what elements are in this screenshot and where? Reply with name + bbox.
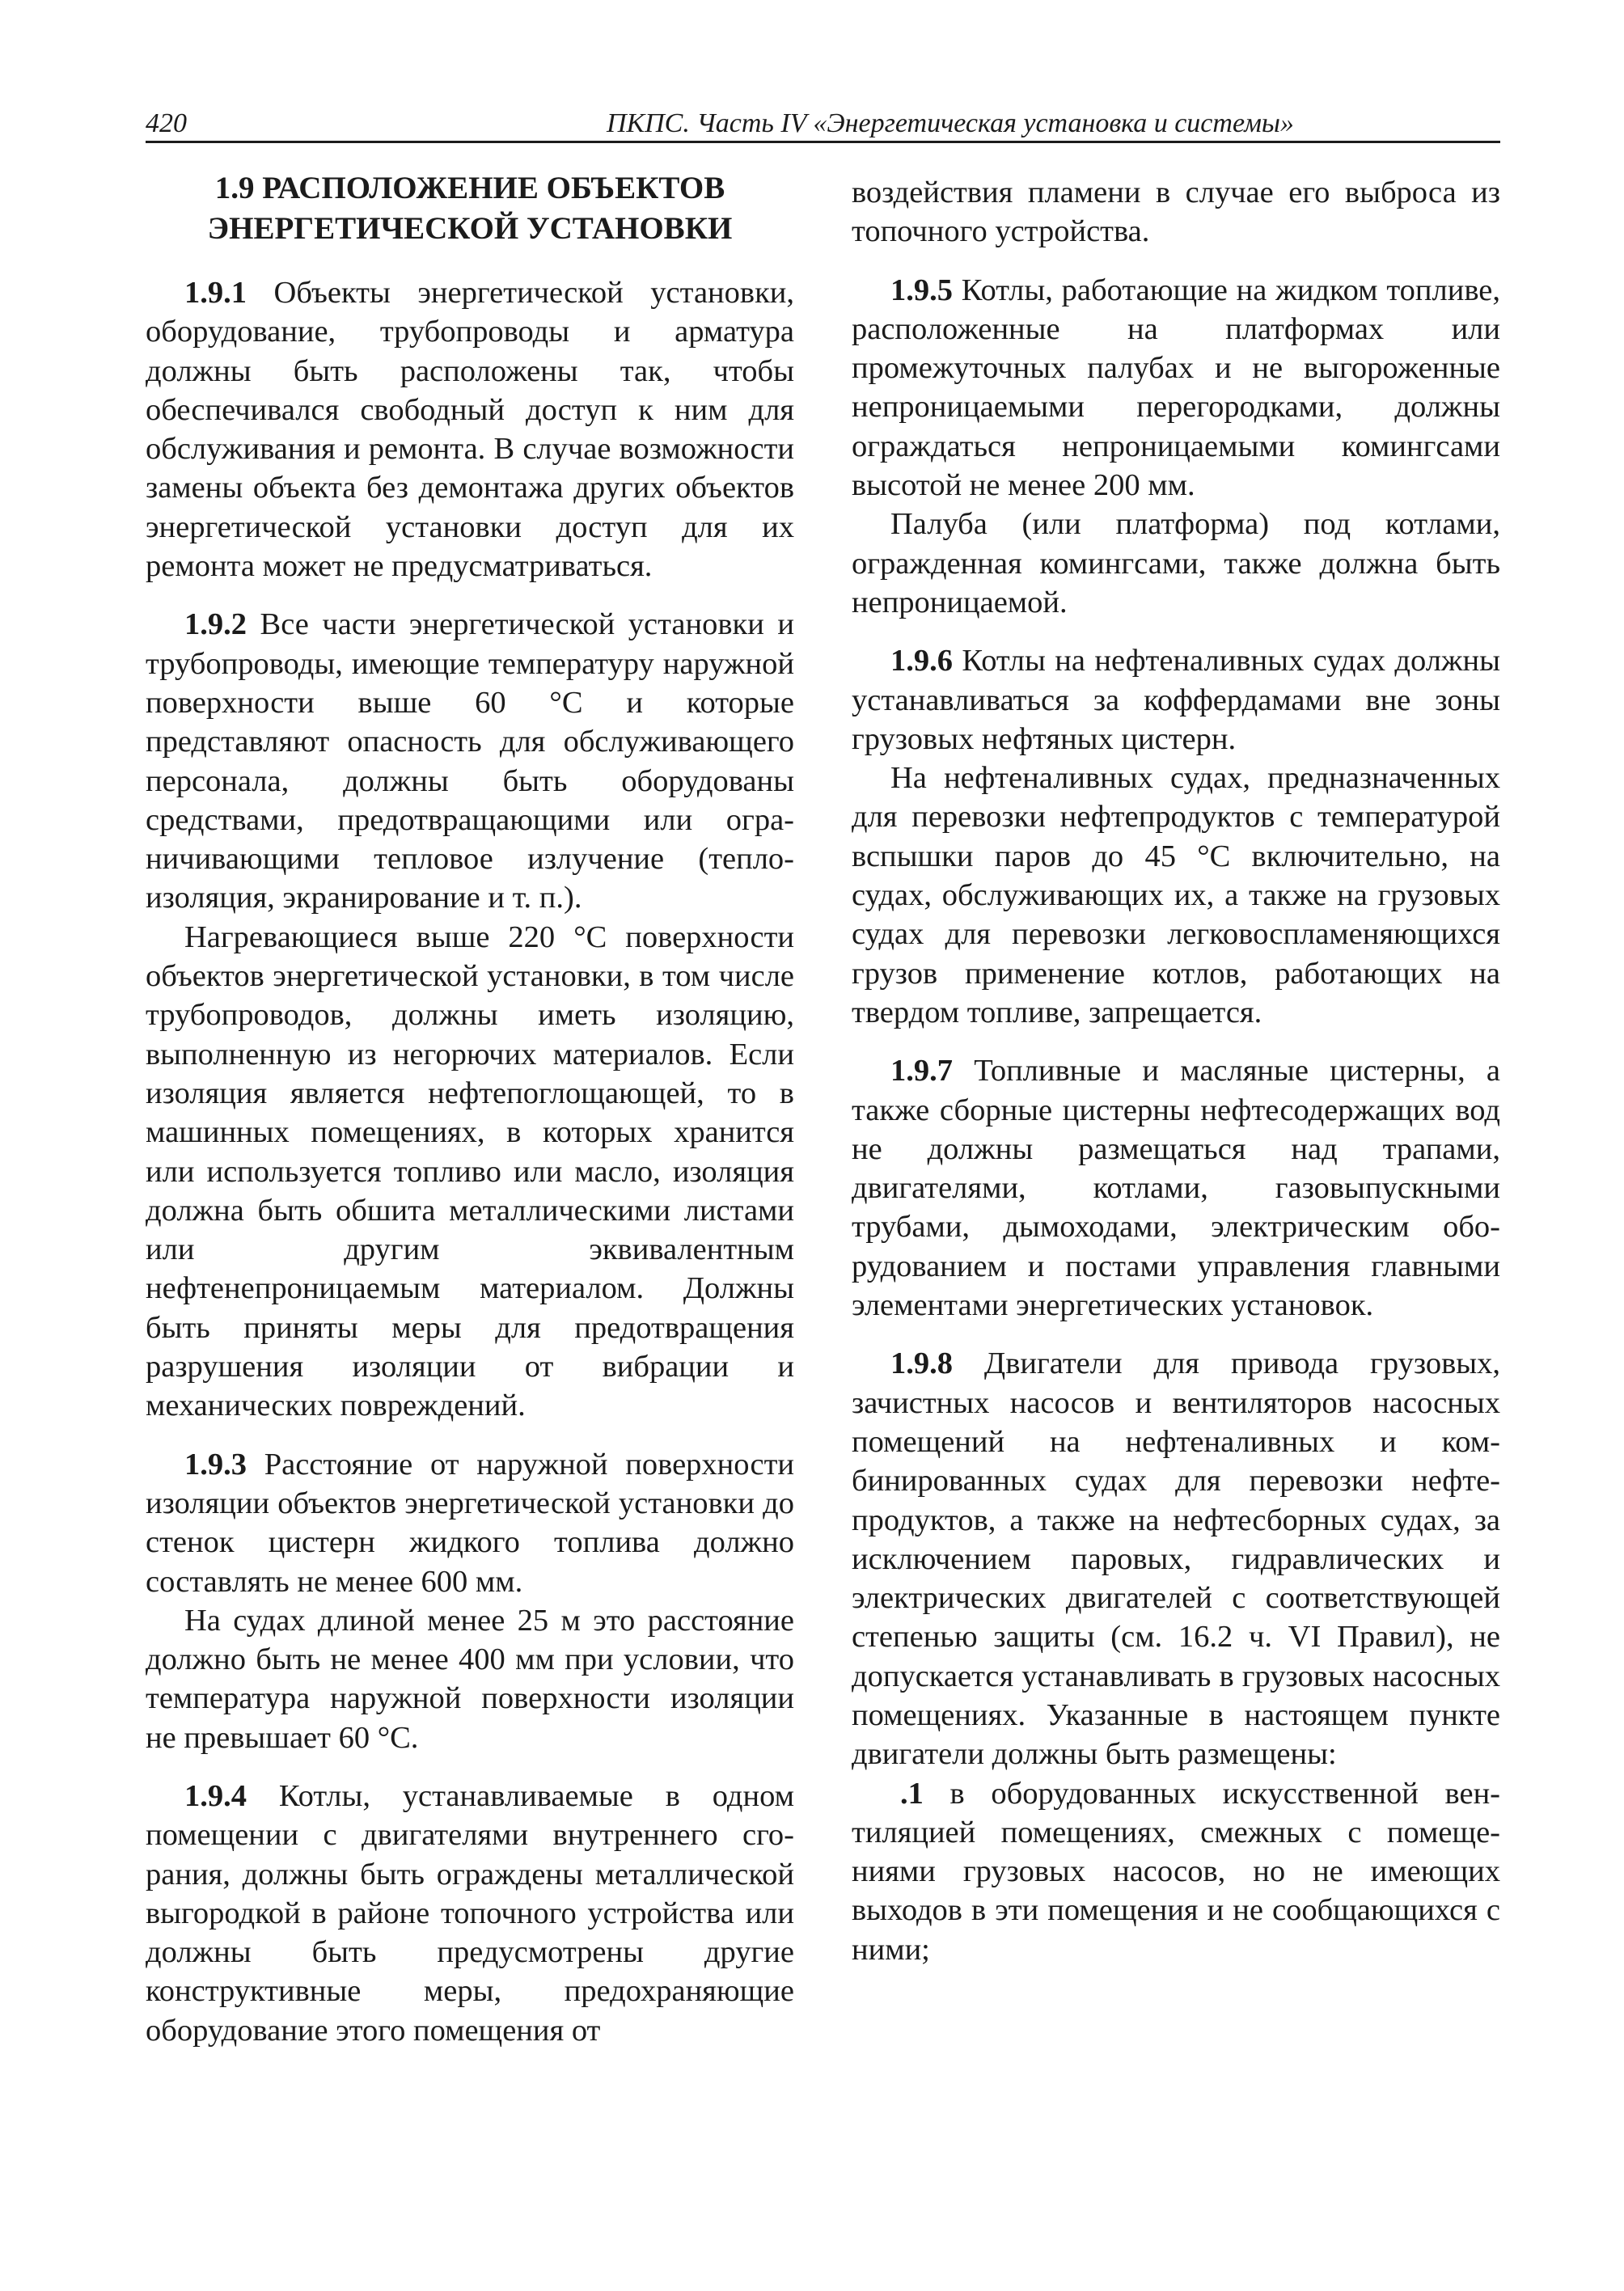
paragraph [852, 1344, 1500, 1773]
paragraph [852, 173, 1500, 252]
paragraph-text: Котлы на нефтеналивных судах должны устанавливаться за коффердамами вне зоны грузовых нефтяных цистерн. [852, 644, 1500, 756]
paragraph-text: Все части энергетической установки и трубопроводы, имеющие температуру наружной поверхности выше 60 °С и которые представляют опасность для обслуживающего персонала, должны быть оборудованы средствами, предотвращающими или ограничивающими тепловое излучение (теплоизоляция, экранирование и т. п.). [146, 607, 794, 915]
paragraph-text: Объекты энергетической установки, оборудование, трубопроводы и арматура должны быть расположены так, чтобы обеспечивался свободный доступ к ним для обслуживания и ремонта. В случае возможности замены объекта без демонтажа других объектов энергетической установки доступ для их ремонта может не предусматриваться. [146, 276, 794, 584]
paragraph-text: На нефтеналивных судах, предназначенных для перевозки нефтепродуктов с температурой вспышки паров до 45 °С включительно, на судах, обслуживающих их, а также на грузовых судах для перевозки легковоспламеняющихся грузов применение котлов, работающих на твердом топливе, запрещается. [852, 761, 1500, 1029]
paragraph-text: Котлы, устанавливаемые в одном помещении с двигателями внутреннего сгорания, должны быть ограждены металлической выгородкой в районе топочного устройства или должны быть предусмотрены другие конструктивные меры, предохраняющие оборудование этого помещения от [146, 1778, 794, 2048]
clause-number: 1.9.8 [890, 1346, 953, 1381]
right-column [852, 173, 1500, 1969]
page-number: 420 [146, 108, 187, 138]
clause-number: 1.9.7 [890, 1054, 953, 1088]
running-title: ПКПС. Часть IV «Энергетическая установка и системы» [607, 108, 1294, 138]
clause-number: 1.9.4 [184, 1778, 247, 1813]
paragraph [146, 918, 794, 1426]
clause-number: 1.9.6 [890, 644, 953, 678]
clause-number: 1.9.2 [184, 607, 247, 642]
paragraph [146, 1445, 794, 1601]
paragraph-text: воздействия пламени в случае его выброса из топочного устройства. [852, 175, 1500, 249]
clause-number: 1.9.1 [184, 276, 247, 310]
paragraph [852, 641, 1500, 759]
paragraph [852, 1051, 1500, 1325]
paragraph-text: в оборудованных искусственной вентиляцией помещениях, смежных с помещениями грузовых насосов, но не имеющих выходов в эти помещения и не сообщающихся с ними; [852, 1776, 1500, 1967]
paragraph-text: Котлы, работающие на жидком топливе, расположенные на платформах или промежуточных палубах и не выгороженные непроницаемыми перегородками, должны ограждаться непроницаемыми комингсами высотой не менее 200 мм. [852, 273, 1500, 503]
paragraph [146, 1777, 794, 2050]
section-title-line-2: ЭНЕРГЕТИЧЕСКОЙ УСТАНОВКИ [207, 211, 733, 246]
item-number: .1 [900, 1776, 924, 1811]
clause-number: 1.9.3 [184, 1447, 247, 1482]
list-item [852, 1774, 1500, 1969]
paragraph-text: Двигатели для привода грузовых, зачистных насосов и вентиляторов насосных помещений на нефтеналивных и комбинированных судах для перевозки нефтепродуктов, а также на нефтесборных судах, за исключением паровых, гидравлических и электрических двигателей с соответствующей степенью защиты (см. 16.2 ч. VI Правил), не допускается устанавливать в грузовых насосных помещениях. Указанные в настоящем пункте двигатели должны быть размещены: [852, 1346, 1500, 1772]
paragraph [852, 505, 1500, 622]
section-title [146, 168, 794, 249]
page-header [146, 108, 1500, 143]
paragraph [852, 271, 1500, 505]
clause-number: 1.9.5 [890, 273, 953, 307]
left-column [146, 168, 794, 2050]
paragraph [146, 273, 794, 585]
paragraph-text: Расстояние от наружной поверхности изоляции объектов энергетической установки до стенок цистерн жидкого топлива должно составлять не менее 600 мм. [146, 1447, 794, 1599]
paragraph [146, 605, 794, 917]
section-title-line-1: 1.9 РАСПОЛОЖЕНИЕ ОБЪЕКТОВ [214, 171, 725, 205]
paragraph-text: Нагревающиеся выше 220 °С поверхности объектов энергетической установки, в том числе трубопроводов, должны иметь изоляцию, выполненную из негорючих материалов. Если изоляция является нефтепоглощающей, то в машинных помещениях, в которых хранится или используется топливо или масло, изоляция должна быть обшита металлическими листами или другим эквивалентным нефтенепроницаемым материалом. Должны быть приняты меры для предотвращения разрушения изоляции от вибрации и механических повреждений. [146, 919, 794, 1423]
paragraph [852, 759, 1500, 1032]
paragraph-text: Топливные и масляные цистерны, а также сборные цистерны нефтесодержащих вод не должны размещаться над трапами, двигателями, котлами, газовыпускными трубами, дымоходами, электрическим оборудованием и постами управления главными элементами энергетических установок. [852, 1054, 1500, 1323]
paragraph-text: Палуба (или платформа) под котлами, огражденная комингсами, также должна быть непроницаемой. [852, 507, 1500, 619]
paragraph-text: На судах длиной менее 25 м это расстояние должно быть не менее 400 мм при условии, что температура наружной поверхности изоляции не превышает 60 °С. [146, 1603, 794, 1755]
paragraph [146, 1601, 794, 1757]
